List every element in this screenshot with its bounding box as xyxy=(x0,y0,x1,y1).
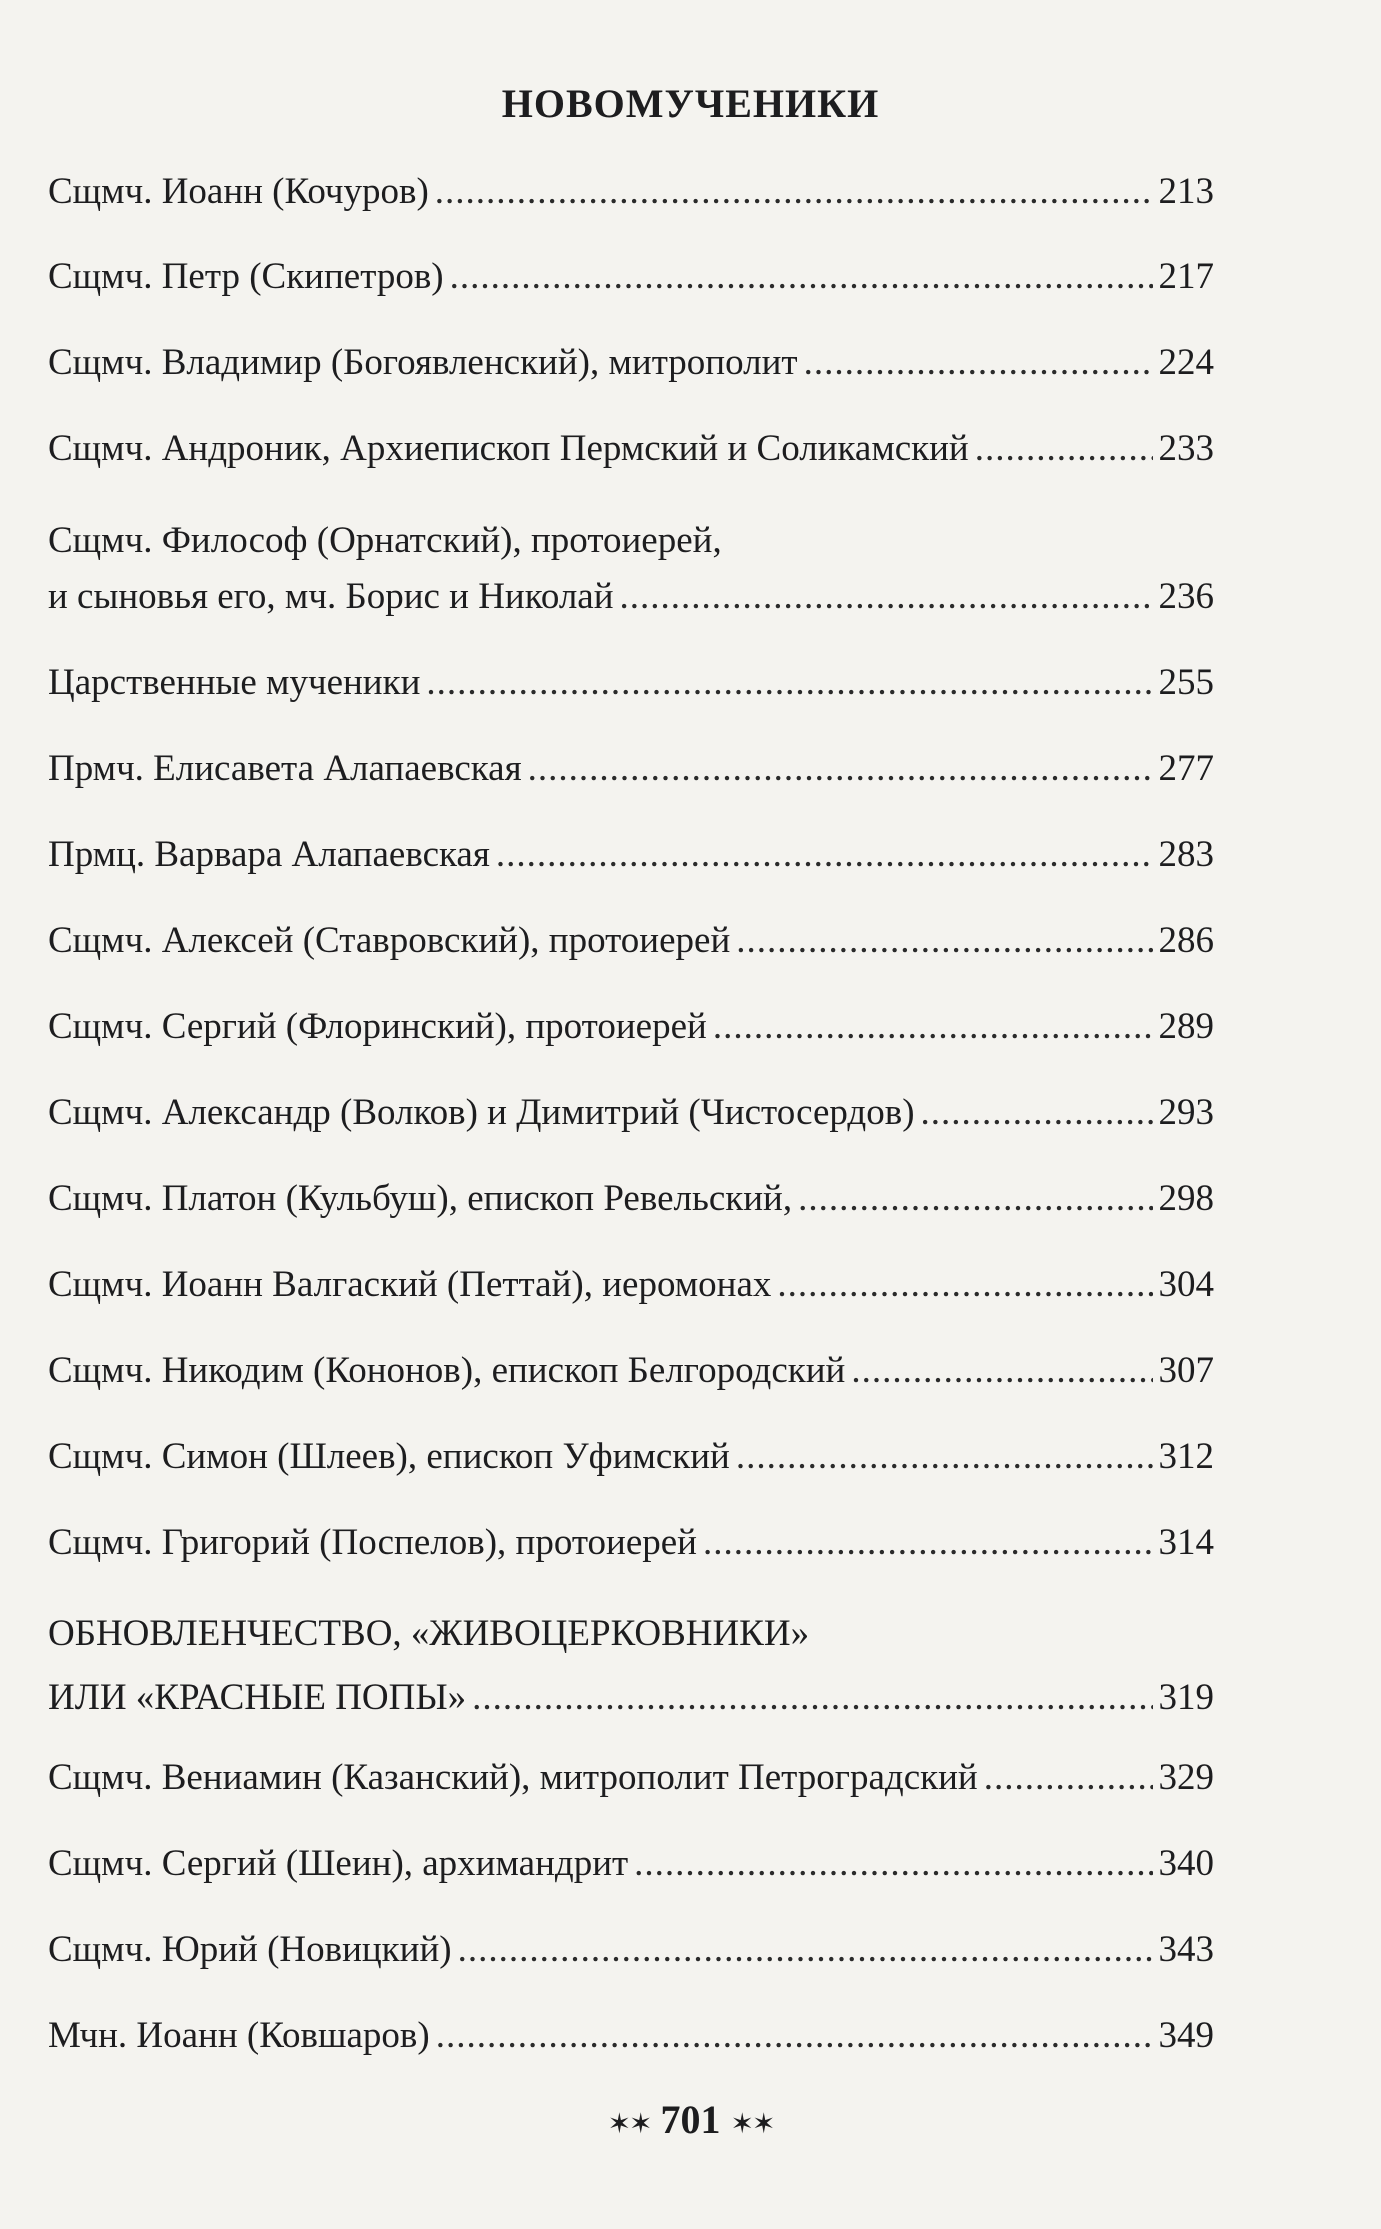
entry-page: 289 xyxy=(1158,1006,1214,1047)
dot-leader xyxy=(528,747,1153,791)
toc-entry xyxy=(48,170,1214,214)
dot-leader xyxy=(777,1263,1152,1307)
entry-page: 304 xyxy=(1158,1264,1214,1305)
dot-leader xyxy=(975,427,1153,471)
entry-title: Сщмч. Алексей (Ставровский), протоиерей xyxy=(48,920,731,961)
toc-entry xyxy=(48,1435,1214,1479)
entry-title: Прмч. Елисавета Алапаевская xyxy=(48,748,522,789)
entry-page: 277 xyxy=(1158,748,1214,789)
entry-title: Прмц. Варвара Алапаевская xyxy=(48,834,490,875)
toc-entry xyxy=(48,747,1214,791)
dot-leader xyxy=(472,1676,1152,1720)
toc-entry xyxy=(48,1521,1214,1565)
dot-leader xyxy=(736,919,1152,963)
entry-title-line: Сщмч. Философ (Орнатский), протоиерей, xyxy=(48,520,722,561)
entry-page: 224 xyxy=(1158,342,1214,383)
dot-leader xyxy=(713,1005,1153,1049)
dot-leader xyxy=(436,2014,1153,2058)
entry-page: 340 xyxy=(1158,1843,1214,1884)
dot-leader xyxy=(426,661,1152,705)
toc-entry xyxy=(48,427,1214,471)
ornament-right-icon: ✶✶ xyxy=(730,2108,774,2140)
entry-title: Сщмч. Андроник, Архиепископ Пермский и Соликамский xyxy=(48,428,969,469)
entry-title: Сщмч. Владимир (Богоявленский), митрополит xyxy=(48,342,798,383)
dot-leader xyxy=(703,1521,1153,1565)
entry-page: 312 xyxy=(1158,1436,1214,1477)
dot-leader xyxy=(921,1091,1153,1135)
dot-leader xyxy=(634,1842,1152,1886)
entry-title: Сщмч. Вениамин (Казанский), митрополит Петроградский xyxy=(48,1757,978,1798)
entry-title: Сщмч. Петр (Скипетров) xyxy=(48,256,444,297)
dot-leader xyxy=(804,341,1153,385)
dot-leader xyxy=(450,255,1153,299)
dot-leader xyxy=(496,833,1153,877)
toc-entry xyxy=(48,1756,1214,1800)
entry-title: и сыновья его, мч. Борис и Николай xyxy=(48,576,614,617)
dot-leader xyxy=(851,1349,1152,1393)
entry-page: 236 xyxy=(1158,576,1214,617)
toc-entry xyxy=(48,1091,1214,1135)
entry-page: 319 xyxy=(1158,1677,1214,1718)
toc-entry xyxy=(48,2014,1214,2058)
entry-title: Сщмч. Иоанн Валгаский (Петтай), иеромонах xyxy=(48,1264,772,1305)
entry-title: Царственные мученики xyxy=(48,662,421,703)
entry-title: ИЛИ «КРАСНЫЕ ПОПЫ» xyxy=(48,1677,467,1718)
toc-entry xyxy=(48,341,1214,385)
toc-entry xyxy=(48,1612,1214,1720)
entry-page: 213 xyxy=(1158,171,1214,212)
entry-page: 217 xyxy=(1158,256,1214,297)
entry-page: 286 xyxy=(1158,920,1214,961)
toc-entry xyxy=(48,1928,1214,1972)
entry-page: 293 xyxy=(1158,1092,1214,1133)
dot-leader xyxy=(620,575,1153,619)
dot-leader xyxy=(458,1928,1153,1972)
dot-leader xyxy=(798,1177,1152,1221)
toc-entry xyxy=(48,833,1214,877)
entry-page: 343 xyxy=(1158,1929,1214,1970)
toc-entry xyxy=(48,519,1214,619)
entry-title: Сщмч. Платон (Кульбуш), епископ Ревельский, xyxy=(48,1178,793,1219)
page-number-value: 701 xyxy=(660,2097,721,2142)
toc-entry xyxy=(48,919,1214,963)
entry-page: 329 xyxy=(1158,1757,1214,1798)
entry-title-line: ОБНОВЛЕНЧЕСТВО, «ЖИВОЦЕРКОВНИКИ» xyxy=(48,1613,810,1654)
entry-title: Сщмч. Никодим (Кононов), епископ Белгородский xyxy=(48,1350,846,1391)
entry-title: Сщмч. Александр (Волков) и Димитрий (Чистосердов) xyxy=(48,1092,915,1133)
ornament-left-icon: ✶✶ xyxy=(607,2108,651,2140)
entry-title: Сщмч. Симон (Шлеев), епископ Уфимский xyxy=(48,1436,730,1477)
entry-title: Мчн. Иоанн (Ковшаров) xyxy=(48,2015,430,2056)
entry-title: Сщмч. Сергий (Шеин), архимандрит xyxy=(48,1843,629,1884)
toc-entry xyxy=(48,661,1214,705)
entry-page: 233 xyxy=(1158,428,1214,469)
entry-page: 314 xyxy=(1158,1522,1214,1563)
toc-entry xyxy=(48,1005,1214,1049)
entry-page: 255 xyxy=(1158,662,1214,703)
section-heading: НОВОМУЧЕНИКИ xyxy=(501,81,880,126)
entry-title: Сщмч. Григорий (Поспелов), протоиерей xyxy=(48,1522,697,1563)
entry-title: Сщмч. Иоанн (Кочуров) xyxy=(48,171,429,212)
entry-page: 307 xyxy=(1158,1350,1214,1391)
entry-title: Сщмч. Сергий (Флоринский), протоиерей xyxy=(48,1006,707,1047)
entry-title: Сщмч. Юрий (Новицкий) xyxy=(48,1929,452,1970)
dot-leader xyxy=(435,170,1153,214)
entry-page: 283 xyxy=(1158,834,1214,875)
page-number xyxy=(0,2096,1381,2143)
entry-page: 349 xyxy=(1158,2015,1214,2056)
dot-leader xyxy=(984,1756,1153,1800)
toc-entry xyxy=(48,1263,1214,1307)
dot-leader xyxy=(736,1435,1153,1479)
entry-page: 298 xyxy=(1158,1178,1214,1219)
toc-entry xyxy=(48,1842,1214,1886)
toc-entry xyxy=(48,1349,1214,1393)
toc-entry xyxy=(48,255,1214,299)
toc-entry xyxy=(48,1177,1214,1221)
